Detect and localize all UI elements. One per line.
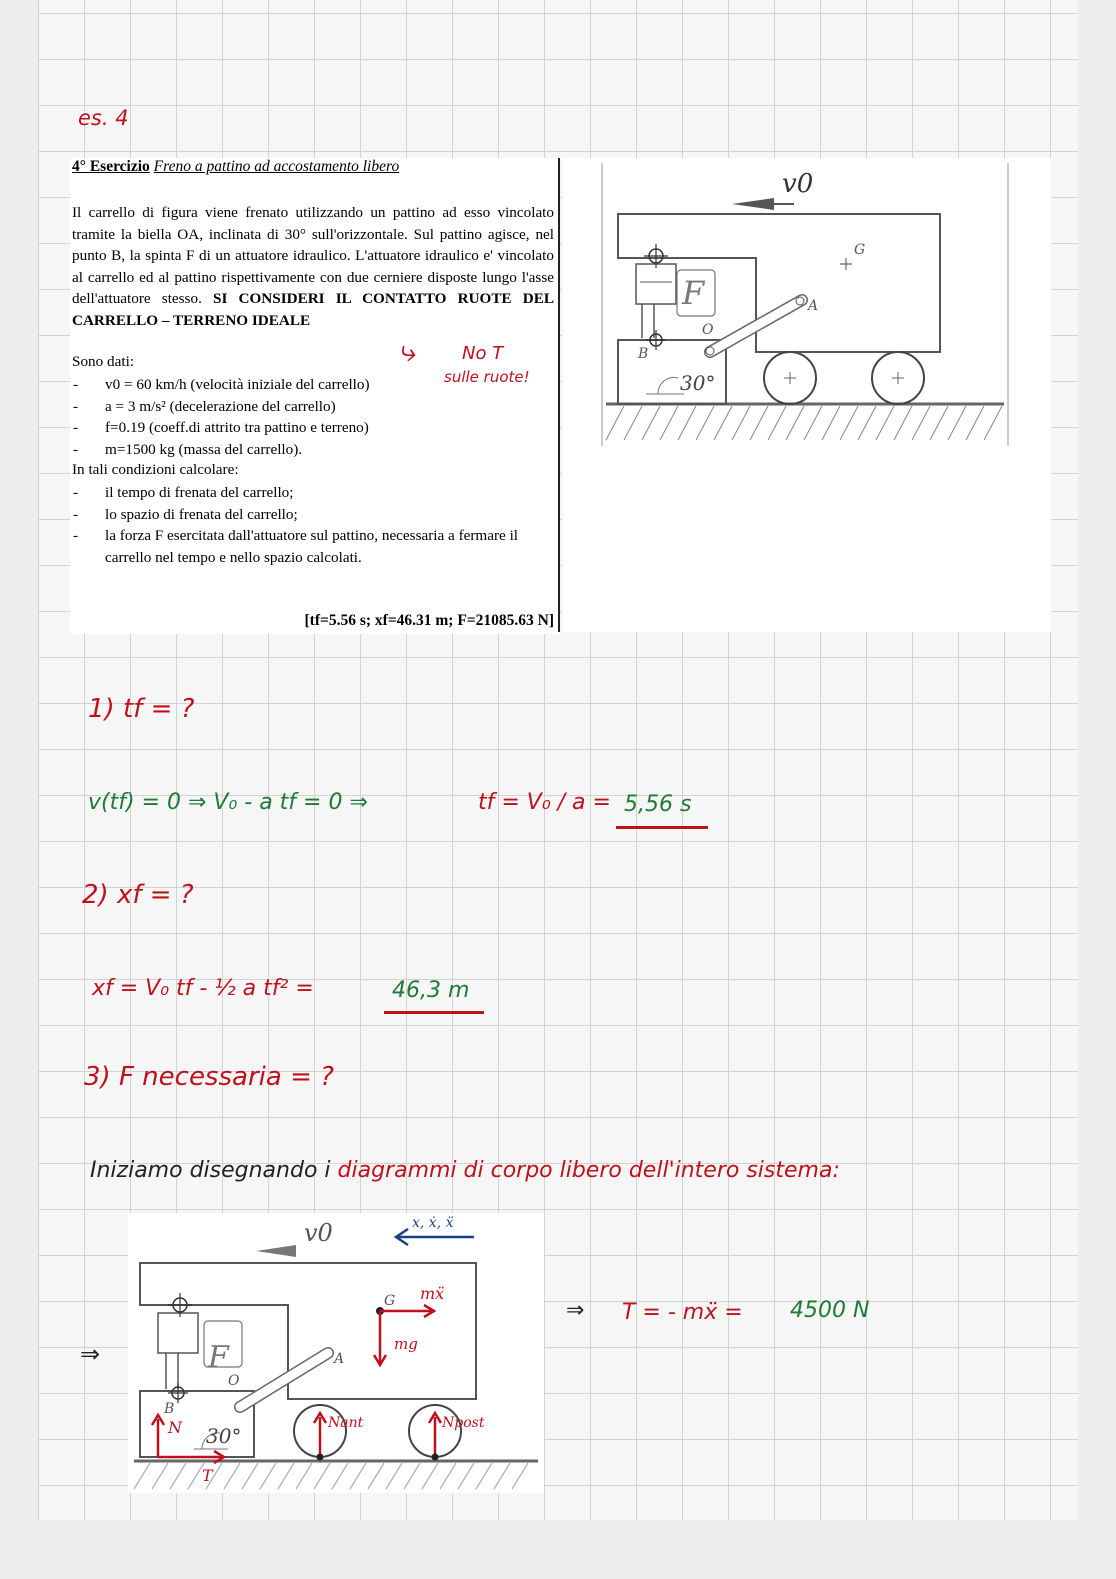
pad-normal-label: N [168,1418,182,1437]
implies-arrow: ⇒ [80,1340,101,1368]
free-body-diagram [128,1213,544,1493]
intro-text: Il carrello di figura viene frenato utilizzando un pattino ad esso vincolato tramite la biella OA, inclinata di 30° sull'orizzontale. Sul pattino agisce, nel punto B, la spinta F di un attuatore idraulico. L'attuatore idraulico e' vincolato al carrello ed al pattino rispettivamente con due cerniere disposte lungo l'asse dell'attuatore stesso. [72,204,554,308]
calc-heading: In tali condizioni calcolare: [72,461,239,478]
fbd-g-label: G [384,1293,396,1309]
t-equation-implies: ⇒ [566,1298,585,1323]
fbd-b-label: B [164,1401,175,1417]
pad-friction-label: T [202,1466,213,1485]
f-label: F [682,274,705,312]
figure-divider [558,158,560,632]
cart-figure [562,158,1051,632]
data-item: - v0 = 60 km/h (velocità iniziale del carrello) [72,374,432,396]
calc-list [72,482,542,568]
fbd-v0-label: v0 [304,1219,333,1247]
calc-item: - la forza F esercitata dall'attuatore sul pattino, necessaria a fermare il carrello nel tempo e nello spazio calcolati. [72,525,542,568]
fbd-f-label: F [208,1340,229,1375]
exercise-title [72,158,399,176]
exercise-subject: Freno a pattino ad accostamento libero [153,158,400,175]
fbd-actuator [158,1313,198,1353]
step2-formula: xf = V₀ tf - ½ a tf² = [92,976,314,1001]
exercise-label: es. 4 [78,106,129,130]
step2-underline [384,1011,484,1014]
a-label: A [808,298,819,314]
fbd-intro [90,1158,840,1183]
inertia-label: mẍ [420,1284,445,1303]
g-label: G [854,242,866,258]
data-heading: Sono dati: [72,353,135,370]
data-item: - a = 3 m/s² (decelerazione del carrello) [72,396,432,418]
data-item: - m=1500 kg (massa del carrello). [72,439,432,461]
b-label: B [638,346,649,362]
step2-title: 2) xf = ? [82,880,194,910]
rear-wheel-normal-label: Npost [442,1415,485,1431]
o-label: O [702,322,714,338]
annotation-wheels: sulle ruote! [444,368,530,386]
step2-result: 46,3 m [392,978,470,1003]
step1-underline [616,826,708,829]
exercise-number: 4° Esercizio [72,158,150,175]
data-list [72,374,432,460]
fbd-a-label: A [334,1351,345,1367]
answer-line: [tf=5.56 s; xf=46.31 m; F=21085.63 N] [304,612,554,629]
calc-item: - lo spazio di frenata del carrello; [72,504,542,526]
annotation-arrow: ⤷ [398,334,415,369]
weight-label: mg [394,1335,418,1353]
fbd-intro-red: diagrammi di corpo libero dell'intero sistema: [337,1158,840,1183]
intro-emphasis: SI CONSIDERI IL CONTATTO RUOTE DEL CARRELLO – TERRENO IDEALE [72,290,554,329]
front-wheel-normal-label: Nant [328,1415,364,1431]
data-item: - f=0.19 (coeff.di attrito tra pattino e terreno) [72,417,432,439]
exercise-intro [72,202,554,332]
fbd-svg [128,1213,544,1493]
t-equation: T = - mẍ = [622,1300,743,1325]
fbd-o-label: O [228,1373,240,1389]
fbd-ground-hatch [134,1463,528,1489]
step3-title: 3) F necessaria = ? [84,1062,334,1092]
step1-result: 5,56 s [624,792,692,817]
v0-label: v0 [782,169,814,199]
fbd-angle-label: 30° [206,1424,242,1448]
calc-item: - il tempo di frenata del carrello; [72,482,542,504]
exercise-text-block [70,158,560,634]
step1-condition: v(tf) = 0 ⇒ V₀ - a tf = 0 ⇒ [88,790,368,815]
fbd-intro-black: Iniziamo disegnando i [90,1158,331,1183]
t-equation-result: 4500 N [790,1298,870,1323]
angle-label: 30° [680,371,716,395]
step1-formula: tf = V₀ / a = [478,790,611,815]
fbd-velocity-arrow [256,1245,296,1257]
fbd-axis-label: x, ẋ, ẍ [412,1215,454,1231]
cart-diagram [562,158,1051,632]
annotation-no-t: No T [462,343,504,364]
step1-title: 1) tf = ? [88,694,195,724]
